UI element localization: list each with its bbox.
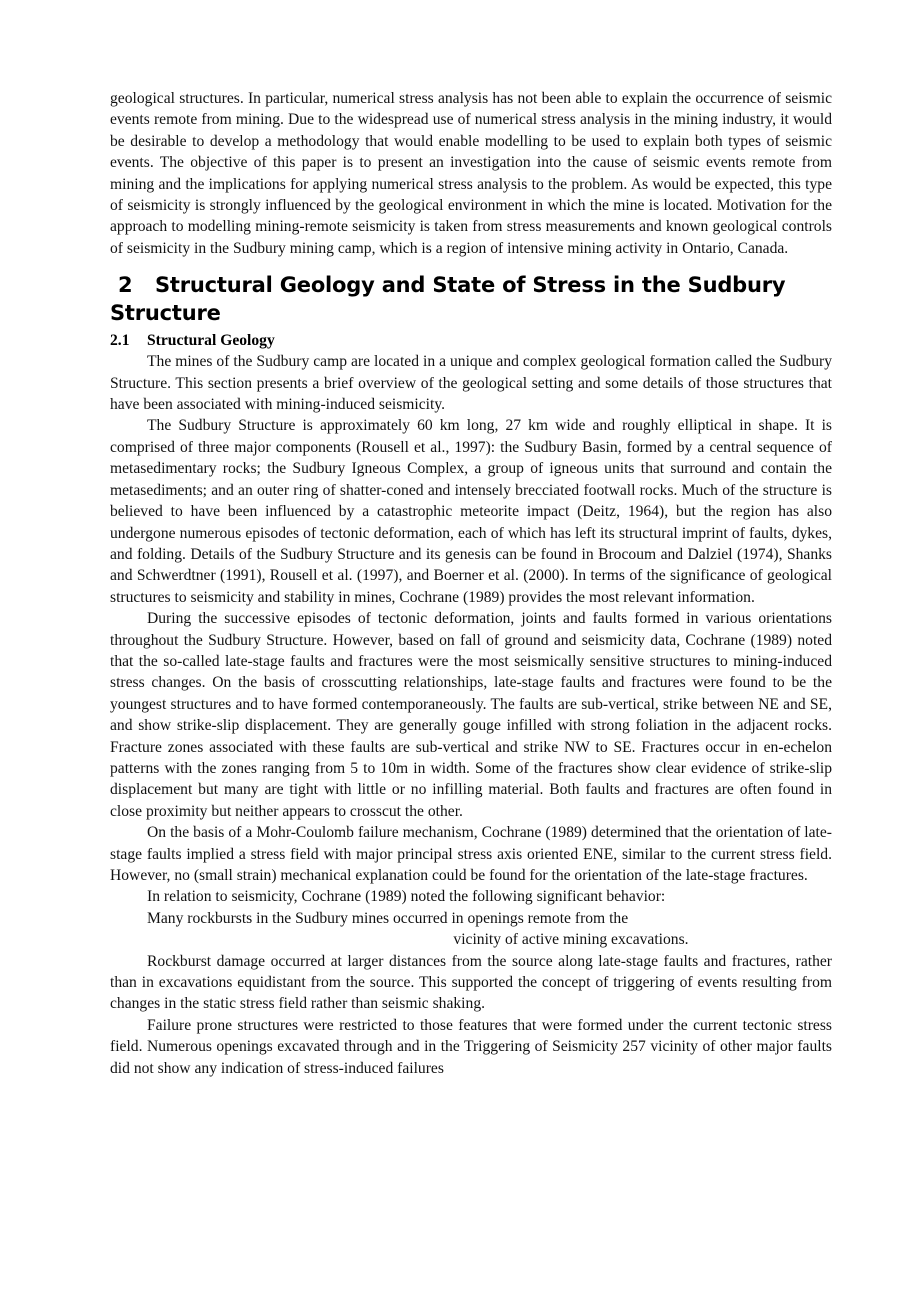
subsection-title: Structural Geology [147, 332, 275, 350]
body-paragraph: In relation to seismicity, Cochrane (1989) noted the following significant behavior: [147, 888, 666, 906]
section-heading [110, 271, 832, 327]
list-item-first-line: Many rockbursts in the Sudbury mines occurred in openings remote from the [147, 909, 629, 927]
body-paragraph: On the basis of a Mohr-Coulomb failure mechanism, Cochrane (1989) determined that the orientation of late-stage faults implied a stress field with major principal stress axis oriented ENE, similar to the current stress field. However, no (small strain) mechanical explanation could be found for the orientation of the late-stage fractures. [110, 824, 832, 884]
intro-paragraph: geological structures. In particular, numerical stress analysis has not been able to explain the occurrence of seismic events remote from mining. Due to the widespread use of numerical stress analysis in the mining industry, it would be desirable to develop a methodology that would enable modelling to be used to explain both types of seismic events. The objective of this paper is to present an investigation into the cause of seismic events remote from mining and the implications for applying numerical stress analysis to the problem. As would be expected, this type of seismicity is strongly influenced by the geological environment in which the mine is located. Motivation for the approach to modelling mining-remote seismicity is taken from stress measurements and known geological controls of seismicity in the Sudbury mining camp, which is a region of intensive mining activity in Ontario, Canada. [110, 90, 832, 257]
subsection-heading [110, 331, 832, 351]
body-paragraph: The Sudbury Structure is approximately 60 km long, 27 km wide and roughly elliptical in shape. It is comprised of three major components (Rousell et al., 1997): the Sudbury Basin, formed by a central sequence of metasedimentary rocks; the Sudbury Igneous Complex, a group of igneous units that surround and contain the metasediments; and an outer ring of shatter-coned and intensely brecciated footwall rocks. Much of the structure is believed to have been influenced by a catastrophic meteorite impact (Deitz, 1964), but the region has also undergone numerous episodes of tectonic deformation, each of which has left its structural imprint of faults, dykes, and folding. Details of the Sudbury Structure and its genesis can be found in Brocoum and Dalziel (1974), Shanks and Schwerdtner (1991), Rousell et al. (1997), and Boerner et al. (2000). In terms of the significance of geological structures to seismicity and stability in mines, Cochrane (1989) provides the most relevant information. [110, 417, 832, 606]
body-paragraph: Failure prone structures were restricted to those features that were formed under the current tectonic stress field. Numerous openings excavated through and in the Triggering of Seismicity 257 vicinity of other major faults did not show any indication of stress-induced failures [110, 1016, 832, 1077]
list-item-continuation: vicinity of active mining excavations. [453, 931, 689, 949]
body-paragraph: Rockburst damage occurred at larger distances from the source along late-stage faults and fractures, rather than in excavations equidistant from the source. This supported the concept of triggering of events resulting from changes in the static stress field rather than seismic shaking. [110, 952, 832, 1013]
section-title: Structural Geology and State of Stress in the Sudbury Structure [110, 273, 786, 326]
document-page [110, 88, 832, 1079]
body-paragraph: The mines of the Sudbury camp are located in a unique and complex geological formation called the Sudbury Structure. This section presents a brief overview of the geological setting and some details of those structures that have been associated with mining-induced seismicity. [110, 353, 832, 414]
section-number: 2 [118, 273, 133, 298]
subsection-number: 2.1 [110, 332, 130, 350]
body-paragraph: During the successive episodes of tectonic deformation, joints and faults formed in various orientations throughout the Sudbury Structure. However, based on fall of ground and seismicity data, Cochrane (1989) noted that the so-called late-stage faults and fractures were the most seismically sensitive structures to mining-induced stress changes. On the basis of crosscutting relationships, late-stage faults and fractures were found to be the youngest structures and to have formed contemporaneously. The faults are sub-vertical, strike between NE and SE, and show strike-slip displacement. They are generally gouge infilled with strong foliation in the adjacent rocks. Fracture zones associated with these faults are sub-vertical and strike NW to SE. Fractures occur in en-echelon patterns with the zones ranging from 5 to 10m in width. Some of the fractures show clear evidence of strike-slip displacement but many are tight with little or no infilling material. Both faults and fractures are often found in close proximity but neither appears to crosscut the other. [110, 610, 832, 820]
